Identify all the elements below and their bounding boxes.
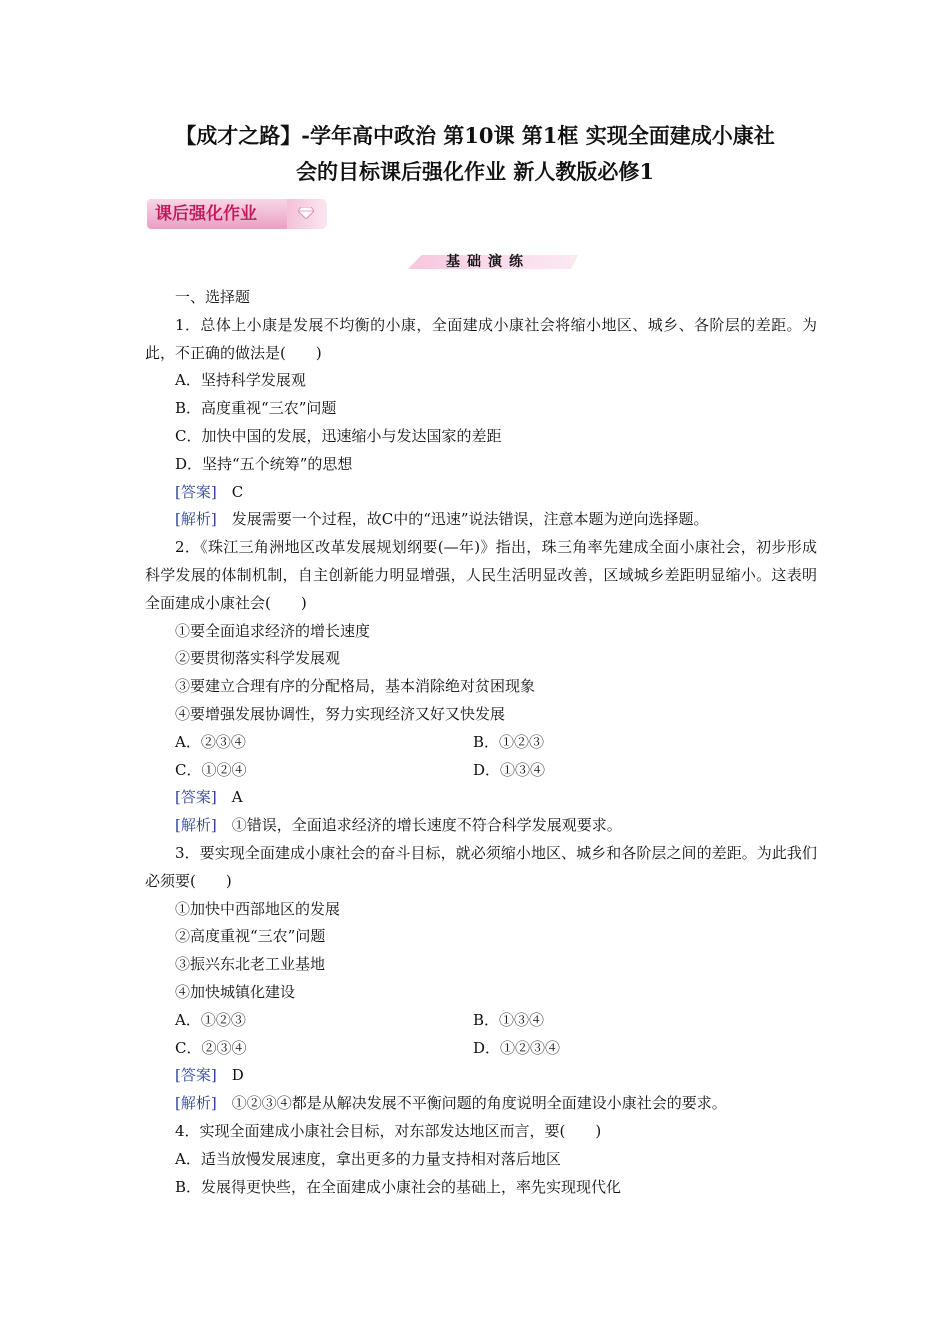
- q4-stem: 4．实现全面建成小康社会目标，对东部发达地区而言，要( ): [175, 1121, 602, 1140]
- q2-answer: [145, 784, 817, 812]
- q3-options-row-1: [145, 1007, 817, 1035]
- q3-stem: 3．要实现全面建成小康社会的奋斗目标，就必须缩小地区、城乡和各阶层之间的差距。为此我们必须要( ): [145, 843, 817, 890]
- subsection-heading: [408, 251, 578, 273]
- q2-option-a: A．②③④: [175, 732, 246, 751]
- q3-statement-2: ②高度重视“三农”问题: [175, 927, 326, 946]
- q3-option-b: B．①③④: [473, 1010, 545, 1029]
- document-title: [100, 118, 850, 190]
- q3-statement-3: ③振兴东北老工业基地: [175, 955, 326, 974]
- q3-statement-4: ④加快城镇化建设: [175, 982, 296, 1001]
- q3-option-d: D．①②③④: [473, 1038, 561, 1057]
- q3-analysis: [145, 1090, 817, 1118]
- answer-tag: [答案]: [175, 788, 217, 807]
- answer-tag: [答案]: [175, 1066, 217, 1085]
- q2-statement-4: ④要增强发展协调性，努力实现经济又好又快发展: [175, 704, 506, 723]
- answer-value: A: [231, 788, 243, 807]
- q1-analysis: [145, 506, 817, 534]
- answer-tag: [答案]: [175, 482, 217, 501]
- q4-option-a: A．适当放慢发展速度，拿出更多的力量支持相对落后地区: [175, 1149, 561, 1168]
- q2-statement-2: ②要贯彻落实科学发展观: [175, 649, 341, 668]
- q2-options-row-1: [145, 729, 817, 757]
- q2-statement-3: ③要建立合理有序的分配格局，基本消除绝对贫困现象: [175, 677, 536, 696]
- section-banner: [147, 199, 327, 233]
- q1-option-a: A．坚持科学发展观: [175, 371, 306, 390]
- analysis-text: ①错误，全面追求经济的增长速度不符合科学发展观要求。: [231, 816, 622, 835]
- q2-stem: 2．《珠江三角洲地区改革发展规划纲要(—年)》指出，珠三角率先建成全面小康社会，初步形成科学发展的体制机制，自主创新能力明显增强，人民生活明显改善，区域城乡差距明显缩小。这表明全面建成小康社会( ): [145, 538, 817, 612]
- analysis-tag: [解析]: [175, 816, 217, 835]
- answer-value: D: [231, 1066, 244, 1085]
- analysis-tag: [解析]: [175, 1094, 217, 1113]
- q2-option-c: C．①②④: [175, 760, 247, 779]
- q1-stem: 1．总体上小康是发展不均衡的小康，全面建成小康社会将缩小地区、城乡、各阶层的差距。为此，不正确的做法是( ): [145, 315, 817, 362]
- q2-options-row-2: [145, 757, 817, 785]
- q3-option-c: C．②③④: [175, 1038, 247, 1057]
- analysis-text: 发展需要一个过程，故C中的“迅速”说法错误，注意本题为逆向选择题。: [231, 510, 709, 529]
- q3-option-a: A．①②③: [175, 1010, 246, 1029]
- q2-statement-1: ①要全面追求经济的增长速度: [175, 621, 371, 640]
- q4-option-b: B．发展得更快些，在全面建成小康社会的基础上，率先实现现代化: [175, 1177, 622, 1196]
- banner-label: 课后强化作业: [147, 199, 287, 229]
- diamond-icon: [298, 207, 314, 219]
- title-line-2: 会的目标课后强化作业 新人教版必修1: [296, 159, 654, 184]
- title-line-1: 【成才之路】-学年高中政治 第10课 第1框 实现全面建成小康社: [175, 123, 775, 148]
- q1-option-d: D．坚持“五个统筹”的思想: [175, 454, 353, 473]
- question-content: [145, 284, 817, 1201]
- q2-option-b: B．①②③: [473, 732, 545, 751]
- subsection-label: 基础演练: [446, 254, 530, 270]
- q3-options-row-2: [145, 1035, 817, 1063]
- q1-answer: [145, 479, 817, 507]
- q2-analysis: [145, 812, 817, 840]
- q3-answer: [145, 1062, 817, 1090]
- q3-statement-1: ①加快中西部地区的发展: [175, 899, 341, 918]
- q1-option-c: C．加快中国的发展，迅速缩小与发达国家的差距: [175, 426, 502, 445]
- analysis-tag: [解析]: [175, 510, 217, 529]
- q2-option-d: D．①③④: [473, 760, 546, 779]
- answer-value: C: [231, 482, 244, 501]
- analysis-text: ①②③④都是从解决发展不平衡问题的角度说明全面建设小康社会的要求。: [231, 1094, 727, 1113]
- section-heading: 一、选择题: [175, 288, 251, 306]
- q1-option-b: B．高度重视“三农”问题: [175, 399, 337, 418]
